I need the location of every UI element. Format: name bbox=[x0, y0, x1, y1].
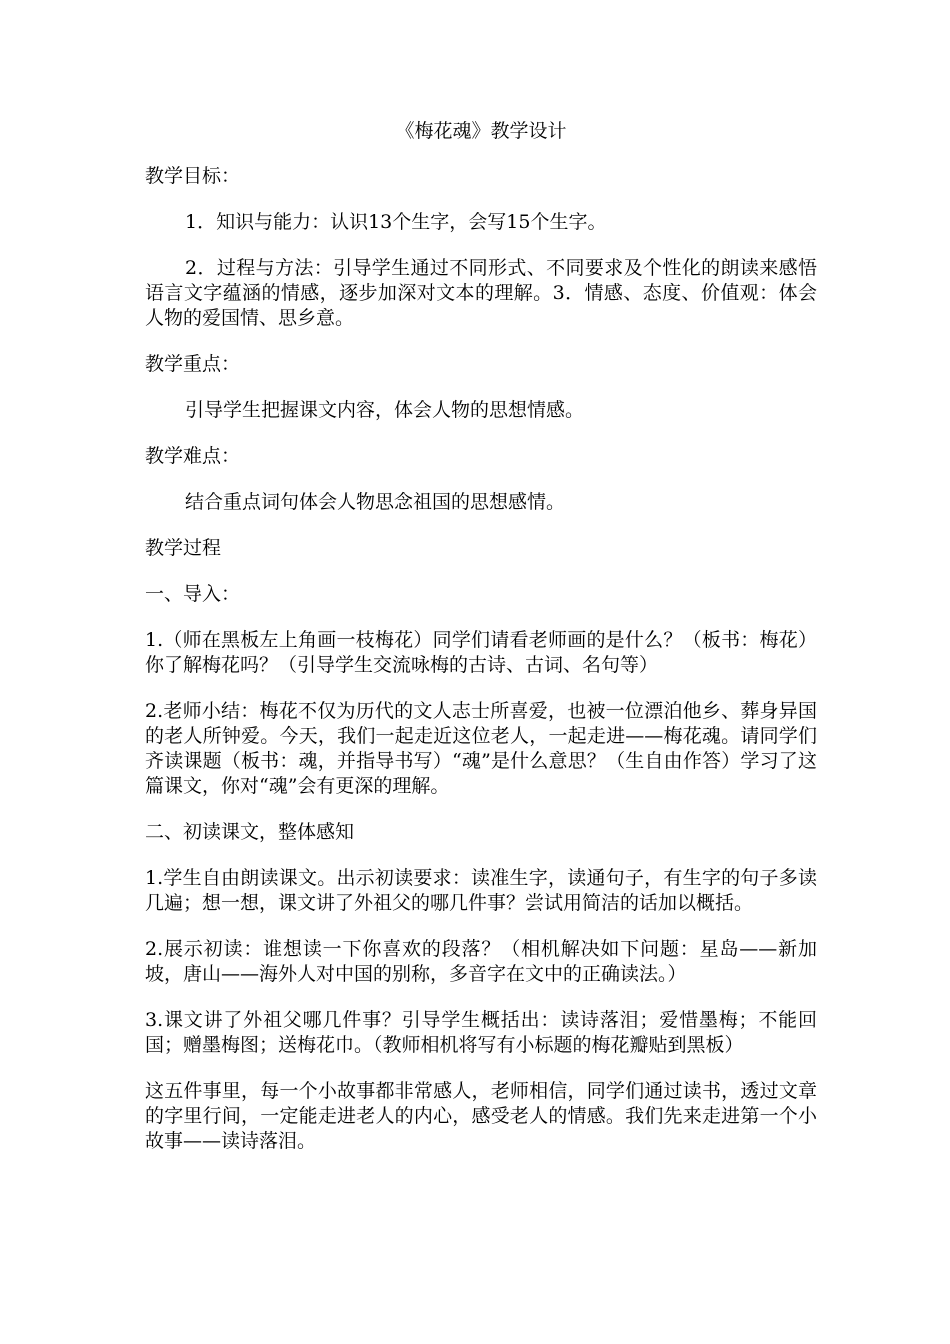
paragraph-objective-2-3: 2．过程与方法：引导学生通过不同形式、不同要求及个性化的朗读来感悟语言文字蕴涵的情感，逐步加深对文本的理解。3．情感、态度、价值观：体会人物的爱国情、思乡意。 bbox=[145, 257, 817, 329]
paragraph-section-1-heading: 一、导入： bbox=[145, 583, 241, 605]
paragraph-objective-1: 1．知识与能力：认识13个生字，会写15个生字。 bbox=[185, 211, 607, 233]
paragraph-section-2-item-1: 1.学生自由朗读课文。出示初读要求：读准生字，读通句子，有生字的句子多读几遍；想一想，课文讲了外祖父的哪几件事？尝试用简洁的话加以概括。 bbox=[145, 867, 817, 914]
paragraph-difficulties: 结合重点词句体会人物思念祖国的思想感情。 bbox=[185, 491, 566, 513]
paragraph-section-2-heading: 二、初读课文，整体感知 bbox=[145, 821, 355, 843]
paragraph-process-heading: 教学过程 bbox=[145, 537, 222, 559]
paragraph-key-points-heading: 教学重点： bbox=[145, 353, 241, 375]
document-title: 《梅花魂》教学设计 bbox=[395, 120, 567, 142]
paragraph-section-1-item-2: 2.老师小结：梅花不仅为历代的文人志士所喜爱，也被一位漂泊他乡、葬身异国的老人所钟爱。今天，我们一起走近这位老人，一起走进——梅花魂。请同学们齐读课题（板书：魂，并指导书写）“魂”是什么意思？（生自由作答）学习了这篇课文，你对“魂”会有更深的理解。 bbox=[145, 700, 817, 797]
paragraph-key-points: 引导学生把握课文内容，体会人物的思想情感。 bbox=[185, 399, 585, 421]
paragraph-difficulties-heading: 教学难点： bbox=[145, 445, 241, 467]
paragraph-section-2-item-2: 2.展示初读：谁想读一下你喜欢的段落？（相机解决如下问题：星岛——新加坡，唐山——海外人对中国的别称，多音字在文中的正确读法。） bbox=[145, 938, 817, 985]
paragraph-section-2-item-3: 3.课文讲了外祖父哪几件事？引导学生概括出：读诗落泪；爱惜墨梅；不能回国；赠墨梅图；送梅花巾。（教师相机将写有小标题的梅花瓣贴到黑板） bbox=[145, 1009, 817, 1056]
paragraph-section-2-summary: 这五件事里，每一个小故事都非常感人，老师相信，同学们通过读书，透过文章的字里行间，一定能走进老人的内心，感受老人的情感。我们先来走进第一个小故事——读诗落泪。 bbox=[145, 1080, 817, 1152]
paragraph-section-1-item-1: 1.（师在黑板左上角画一枝梅花）同学们请看老师画的是什么？（板书：梅花）你了解梅花吗？（引导学生交流咏梅的古诗、古词、名句等） bbox=[145, 629, 817, 676]
document-page bbox=[145, 118, 817, 1175]
paragraph-objectives-heading: 教学目标： bbox=[145, 165, 241, 187]
